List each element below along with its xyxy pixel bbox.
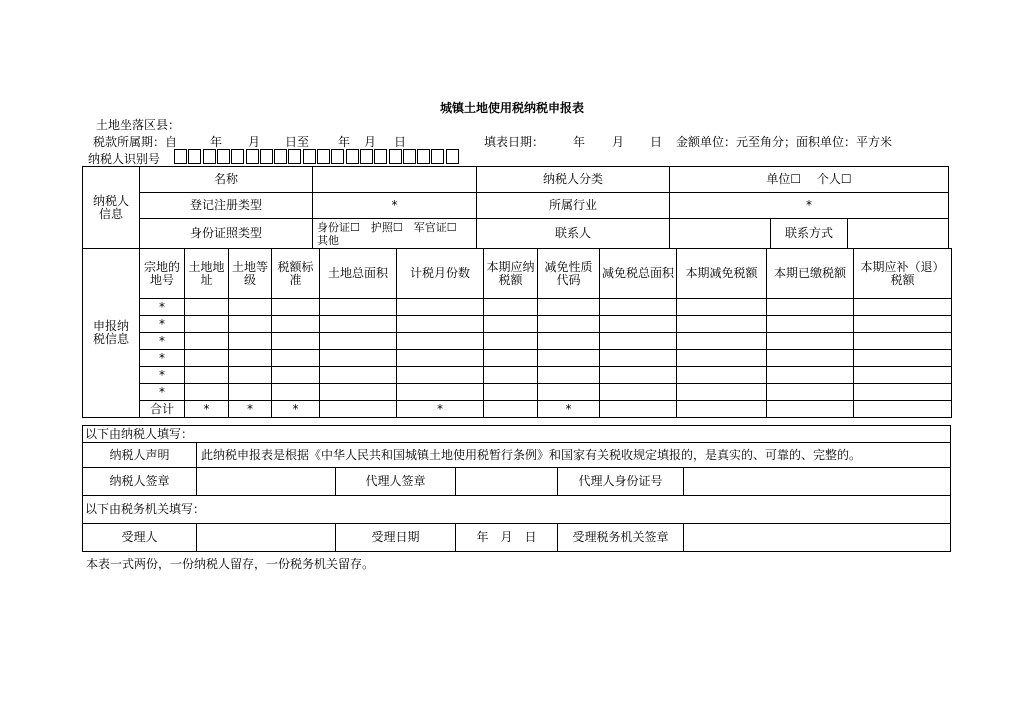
taxpayer-id-digit-box[interactable] <box>260 149 273 164</box>
taxpayer-id-digit-box[interactable] <box>431 149 444 164</box>
declaration-cell[interactable] <box>397 384 484 401</box>
declaration-cell[interactable] <box>397 316 484 333</box>
declaration-cell[interactable] <box>600 316 677 333</box>
declaration-cell[interactable] <box>320 299 397 316</box>
declaration-cell[interactable] <box>229 333 272 350</box>
id-type-checkboxes[interactable]: 身份证☐ 护照☐ 军官证☐ 其他 <box>313 219 477 249</box>
declaration-cell[interactable] <box>484 316 538 333</box>
declaration-cell[interactable] <box>320 367 397 384</box>
contact-method-label: 联系方式 <box>771 219 848 249</box>
total-mark: * <box>538 401 600 418</box>
parcel-number-cell: * <box>140 384 185 401</box>
declaration-column-header: 土地等级 <box>229 249 272 299</box>
declaration-cell[interactable] <box>854 333 952 350</box>
taxpayer-id-digit-box[interactable] <box>346 149 359 164</box>
taxpayer-id-digit-box[interactable] <box>203 149 216 164</box>
office-seal-field[interactable] <box>684 524 951 552</box>
agent-id-field[interactable] <box>684 468 951 496</box>
fill-date-label: 填表日期： <box>484 135 545 149</box>
period-year: 年 <box>210 135 223 149</box>
total-cell[interactable] <box>677 401 767 418</box>
declaration-cell[interactable] <box>272 299 320 316</box>
declaration-cell[interactable] <box>397 299 484 316</box>
declaration-cell[interactable] <box>229 299 272 316</box>
industry-value: * <box>670 193 949 219</box>
declaration-row <box>83 384 952 401</box>
taxpayer-id-digit-box[interactable] <box>246 149 259 164</box>
total-cell[interactable] <box>600 401 677 418</box>
taxpayer-id-digit-box[interactable] <box>317 149 330 164</box>
declaration-row <box>83 350 952 367</box>
declaration-cell[interactable] <box>538 367 600 384</box>
period-month2: 月 <box>364 135 377 149</box>
taxpayer-id-digit-box[interactable] <box>446 149 459 164</box>
office-seal-label: 受理税务机关签章 <box>558 524 684 552</box>
total-label: 合计 <box>140 401 185 418</box>
declaration-cell[interactable] <box>767 350 854 367</box>
total-cell[interactable] <box>320 401 397 418</box>
declaration-cell[interactable] <box>272 367 320 384</box>
total-cell[interactable] <box>767 401 854 418</box>
declaration-cell[interactable] <box>600 367 677 384</box>
declaration-cell[interactable] <box>229 384 272 401</box>
declaration-cell[interactable] <box>538 299 600 316</box>
declaration-cell[interactable] <box>272 316 320 333</box>
taxpayer-id-digit-box[interactable] <box>374 149 387 164</box>
parcel-number-cell: * <box>140 316 185 333</box>
declaration-cell[interactable] <box>854 350 952 367</box>
declaration-cell[interactable] <box>677 333 767 350</box>
declaration-column-header: 计税月份数 <box>397 249 484 299</box>
declaration-cell[interactable] <box>229 316 272 333</box>
declaration-cell[interactable] <box>854 299 952 316</box>
taxpayer-id-digit-box[interactable] <box>389 149 402 164</box>
declaration-row <box>83 299 952 316</box>
name-label: 名称 <box>140 167 313 193</box>
declaration-cell[interactable] <box>854 316 952 333</box>
declaration-cell[interactable] <box>185 299 229 316</box>
footer-note: 本表一式两份，一份纳税人留存，一份税务机关留存。 <box>86 557 375 571</box>
total-mark: * <box>397 401 484 418</box>
declaration-cell[interactable] <box>185 367 229 384</box>
declaration-cell[interactable] <box>767 316 854 333</box>
total-mark: * <box>272 401 320 418</box>
parcel-number-cell: * <box>140 299 185 316</box>
total-mark: * <box>229 401 272 418</box>
total-mark: * <box>185 401 229 418</box>
declaration-cell[interactable] <box>320 350 397 367</box>
declaration-cell[interactable] <box>767 299 854 316</box>
declaration-column-header: 本期减免税额 <box>677 249 767 299</box>
declaration-cell[interactable] <box>538 350 600 367</box>
declaration-cell[interactable] <box>538 316 600 333</box>
taxpayer-fill-label: 以下由纳税人填写： <box>83 426 951 443</box>
taxpayer-id-digit-box[interactable] <box>217 149 230 164</box>
taxpayer-id-digit-box[interactable] <box>288 149 301 164</box>
declaration-cell[interactable] <box>185 384 229 401</box>
signature-label: 纳税人签章 <box>83 468 197 496</box>
industry-label: 所属行业 <box>477 193 670 219</box>
declaration-cell[interactable] <box>320 384 397 401</box>
taxpayer-id-digit-box[interactable] <box>303 149 316 164</box>
name-field[interactable] <box>313 167 477 193</box>
category-checkboxes[interactable]: 单位☐ 个人☐ <box>670 167 949 193</box>
agent-id-label: 代理人身份证号 <box>558 468 684 496</box>
declaration-cell[interactable] <box>538 384 600 401</box>
tax-office-fill-label: 以下由税务机关填写： <box>83 496 951 524</box>
declaration-cell[interactable] <box>677 350 767 367</box>
declaration-cell[interactable] <box>600 350 677 367</box>
fill-month: 月 <box>612 135 625 149</box>
declaration-row <box>83 367 952 384</box>
fill-day: 日 <box>650 135 663 149</box>
period-year2: 年 <box>338 135 351 149</box>
declaration-cell[interactable] <box>397 367 484 384</box>
statement-label: 纳税人声明 <box>83 443 197 468</box>
receive-date-value[interactable]: 年 月 日 <box>456 524 558 552</box>
fill-year: 年 <box>573 135 586 149</box>
contact-person-label: 联系人 <box>477 219 670 249</box>
declaration-column-header: 减免性质代码 <box>538 249 600 299</box>
agent-signature-field[interactable] <box>456 468 558 496</box>
form-title: 城镇土地使用税纳税申报表 <box>439 101 584 115</box>
declaration-cell[interactable] <box>767 384 854 401</box>
taxpayer-fill-table <box>82 425 951 552</box>
period-day-to: 日至 <box>285 135 310 149</box>
taxpayer-id-digit-box[interactable] <box>274 149 287 164</box>
statement-text: 此纳税申报表是根据《中华人民共和国城镇土地使用税暂行条例》和国家有关税收规定填报的，是真实的、可靠的、完整的。 <box>197 443 951 468</box>
declaration-cell[interactable] <box>677 299 767 316</box>
taxpayer-id-digit-box[interactable] <box>174 149 187 164</box>
total-cell[interactable] <box>854 401 952 418</box>
declaration-cell[interactable] <box>677 384 767 401</box>
parcel-number-cell: * <box>140 333 185 350</box>
declaration-column-header: 土地总面积 <box>320 249 397 299</box>
taxpayer-id-digit-box[interactable] <box>231 149 244 164</box>
declaration-cell[interactable] <box>767 333 854 350</box>
category-label: 纳税人分类 <box>477 167 670 193</box>
declaration-cell[interactable] <box>767 367 854 384</box>
declaration-cell[interactable] <box>272 350 320 367</box>
declaration-column-header: 本期已缴税额 <box>767 249 854 299</box>
parcel-number-cell: * <box>140 350 185 367</box>
declaration-column-header: 减免税总面积 <box>600 249 677 299</box>
declaration-cell[interactable] <box>229 350 272 367</box>
declaration-cell[interactable] <box>272 333 320 350</box>
declaration-cell[interactable] <box>397 333 484 350</box>
receive-date-label: 受理日期 <box>336 524 456 552</box>
total-row <box>83 401 952 418</box>
declaration-cell[interactable] <box>484 384 538 401</box>
total-cell[interactable] <box>484 401 538 418</box>
reg-type-label: 登记注册类型 <box>140 193 313 219</box>
unit-note: 金额单位：元至角分；面积单位：平方米 <box>676 135 893 149</box>
signature-field[interactable] <box>197 468 336 496</box>
declaration-cell[interactable] <box>677 367 767 384</box>
location-label: 土地坐落区县： <box>96 118 181 132</box>
taxpayer-info-label: 纳税人信息 <box>83 167 140 249</box>
taxpayer-id-digit-box[interactable] <box>417 149 430 164</box>
declaration-column-header: 本期应补（退）税额 <box>854 249 952 299</box>
declaration-column-header: 本期应纳税额 <box>484 249 538 299</box>
taxpayer-id-digit-box[interactable] <box>360 149 373 164</box>
declaration-table <box>82 248 952 418</box>
contact-method-field[interactable] <box>848 219 949 249</box>
declaration-cell[interactable] <box>854 384 952 401</box>
declaration-cell[interactable] <box>320 333 397 350</box>
agent-signature-label: 代理人签章 <box>336 468 456 496</box>
reg-type-value: * <box>313 193 477 219</box>
declaration-cell[interactable] <box>320 316 397 333</box>
declaration-column-header: 土地地址 <box>185 249 229 299</box>
taxpayer-id-digit-box[interactable] <box>188 149 201 164</box>
declaration-cell[interactable] <box>600 299 677 316</box>
declaration-cell[interactable] <box>854 367 952 384</box>
contact-person-field[interactable] <box>670 219 771 249</box>
declaration-column-header: 税额标准 <box>272 249 320 299</box>
declaration-cell[interactable] <box>484 299 538 316</box>
declaration-cell[interactable] <box>272 384 320 401</box>
declaration-cell[interactable] <box>484 367 538 384</box>
id-type-label: 身份证照类型 <box>140 219 313 249</box>
declaration-row <box>83 316 952 333</box>
declaration-cell[interactable] <box>600 333 677 350</box>
taxpayer-id-digit-box[interactable] <box>331 149 344 164</box>
declaration-cell[interactable] <box>185 316 229 333</box>
declaration-cell[interactable] <box>677 316 767 333</box>
declaration-label: 申报纳税信息 <box>83 249 140 418</box>
taxpayer-id-label: 纳税人识别号 <box>88 152 161 166</box>
declaration-cell[interactable] <box>484 350 538 367</box>
period-label: 税款所属期：自 <box>93 135 178 149</box>
declaration-cell[interactable] <box>484 333 538 350</box>
declaration-cell[interactable] <box>397 350 484 367</box>
period-day2: 日 <box>394 135 407 149</box>
taxpayer-info-table <box>82 166 949 249</box>
declaration-cell[interactable] <box>538 333 600 350</box>
declaration-cell[interactable] <box>185 350 229 367</box>
declaration-cell[interactable] <box>185 333 229 350</box>
receiver-field[interactable] <box>197 524 336 552</box>
declaration-cell[interactable] <box>600 384 677 401</box>
declaration-cell[interactable] <box>229 367 272 384</box>
taxpayer-id-digit-box[interactable] <box>403 149 416 164</box>
parcel-number-cell: * <box>140 367 185 384</box>
period-month: 月 <box>248 135 261 149</box>
declaration-column-header: 宗地的地号 <box>140 249 185 299</box>
declaration-row <box>83 333 952 350</box>
receiver-label: 受理人 <box>83 524 197 552</box>
